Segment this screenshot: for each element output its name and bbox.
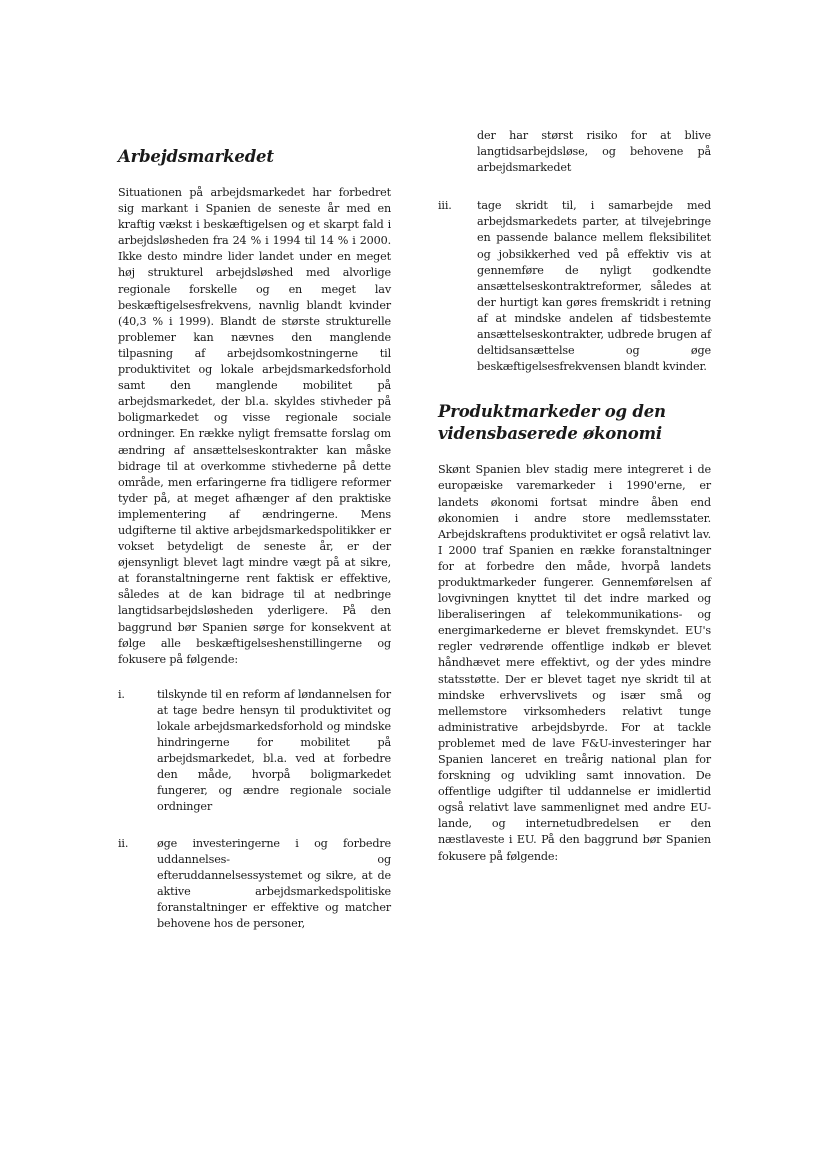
list-item-number: i. (118, 687, 125, 701)
right-column (438, 128, 711, 865)
list-item-number: iii. (438, 199, 452, 213)
list-item-text: tilskynde til en reform af løndannelsen for at tage bedre hensyn til produktivitet og lokale arbejdsmarkedsforhold og mindske hindringerne for mobilitet på arbejdsmarkedet, bl.a. ved at forbedre den måde, hvorpå boligmarkedet fungerer, og ændre regionale sociale ordninger (157, 687, 391, 814)
list-item (118, 836, 391, 933)
left-column (118, 146, 391, 932)
labour-market-paragraph: Situationen på arbejdsmarkedet har forbedret sig markant i Spanien de seneste år med en kraftig vækst i beskæftigelsen og et skarpt fald i arbejdsløsheden fra 24 % i 1994 til 14 % i 2000. Ikke desto mindre lider landet under en meget høj strukturel arbejdsløshed med alvorlige regionale forskelle og en meget lav beskæftigelsesfrekvens, navnlig blandt kvinder (40,3 % i 1999). Blandt de største strukturelle problemer kan nævnes den manglende tilpasning af arbejdsomkostningerne til produktivitet og lokale arbejdsmarkedsforhold samt den manglende mobilitet på arbejdsmarkedet, der bl.a. skyldes stivheder på boligmarkedet og visse regionale sociale ordninger. En række nyligt fremsatte forslag om ændring af ansættelseskontrakter kan måske bidrage til at overkomme stivhederne på dette område, men erfaringerne fra tidligere reformer tyder på, at meget afhænger af den praktiske implementering af ændringerne. Mens udgifterne til aktive arbejdsmarkedspolitikker er vokset betydeligt de seneste år, er der øjensynligt blevet lagt mindre vægt på at sikre, at foranstaltningerne rent faktisk er effektive, således at de kan bidrage til at nedbringe langtidsarbejdsløsheden yderligere. På den baggrund bør Spanien sørge for konsekvent at følge alle beskæftigelseshenstillingerne og fokusere på følgende: (118, 186, 391, 666)
list-item-text: tage skridt til, i samarbejde med arbejdsmarkedets parter, at tilvejebringe en passende balance mellem fleksibilitet og jobsikkerhed ved på effektiv vis at gennemføre de nyligt godkendte ansættelseskontraktreformer, således at der hurtigt kan gøres fremskridt i retning af at mindske andelen af tidsbestemte ansættelseskontrakter, udbrede brugen af deltidsansættelse og øge beskæftigelsesfrekvensen blandt kvinder. (477, 199, 711, 374)
list-item-text: øge investeringerne i og forbedre uddannelses- og efteruddannelsessystemet og sikre, at de aktive arbejdsmarkedspolitiske foranstaltninger er effektive og matcher behovene hos de personer, (157, 836, 391, 931)
list-item (118, 687, 391, 816)
list-item-text: der har størst risiko for at blive langtidsarbejdsløse, og behovene på arbejdsmarkedet (477, 129, 711, 175)
section-heading-labour-market: Arbejdsmarkedet (118, 147, 274, 166)
product-markets-paragraph: Skønt Spanien blev stadig mere integreret i de europæiske varemarkeder i 1990'erne, er landets økonomi fortsat mindre åben end økonomien i andre store medlemsstater. Arbejdskraftens produktivitet er også relativt lav. I 2000 traf Spanien en række foranstaltninger for at forbedre den måde, hvorpå landets produktmarkeder fungerer. Gennemførelsen af lovgivningen knyttet til det indre marked og liberaliseringen af telekommunikations- og energimarkederne er blevet fremskyndet. EU's regler vedrørende offentlige indkøb er blevet håndhævet mere effektivt, og der ydes mindre statsstøtte. Der er blevet taget nye skridt til at mindske erhvervslivets og især små og mellemstore virksomheders relativt tunge administrative arbejdsbyrde. For at tackle problemet med de lave F&U-investeringer har Spanien lanceret en treårig national plan for forskning og udvikling samt innovation. De offentlige udgifter til uddannelse er imidlertid også relativt lave sammenlignet med andre EU-lande, og internetudbredelsen er den næstlaveste i EU. På den baggrund bør Spanien fokusere på følgende: (438, 463, 711, 863)
list-item-continuation (438, 128, 711, 176)
recommendation-list (438, 198, 711, 375)
list-item (438, 198, 711, 375)
list-item-number: ii. (118, 836, 129, 850)
recommendation-list (118, 687, 391, 932)
section-heading-product-markets: Produktmarkeder og den vidensbaserede økonomi (438, 402, 666, 444)
